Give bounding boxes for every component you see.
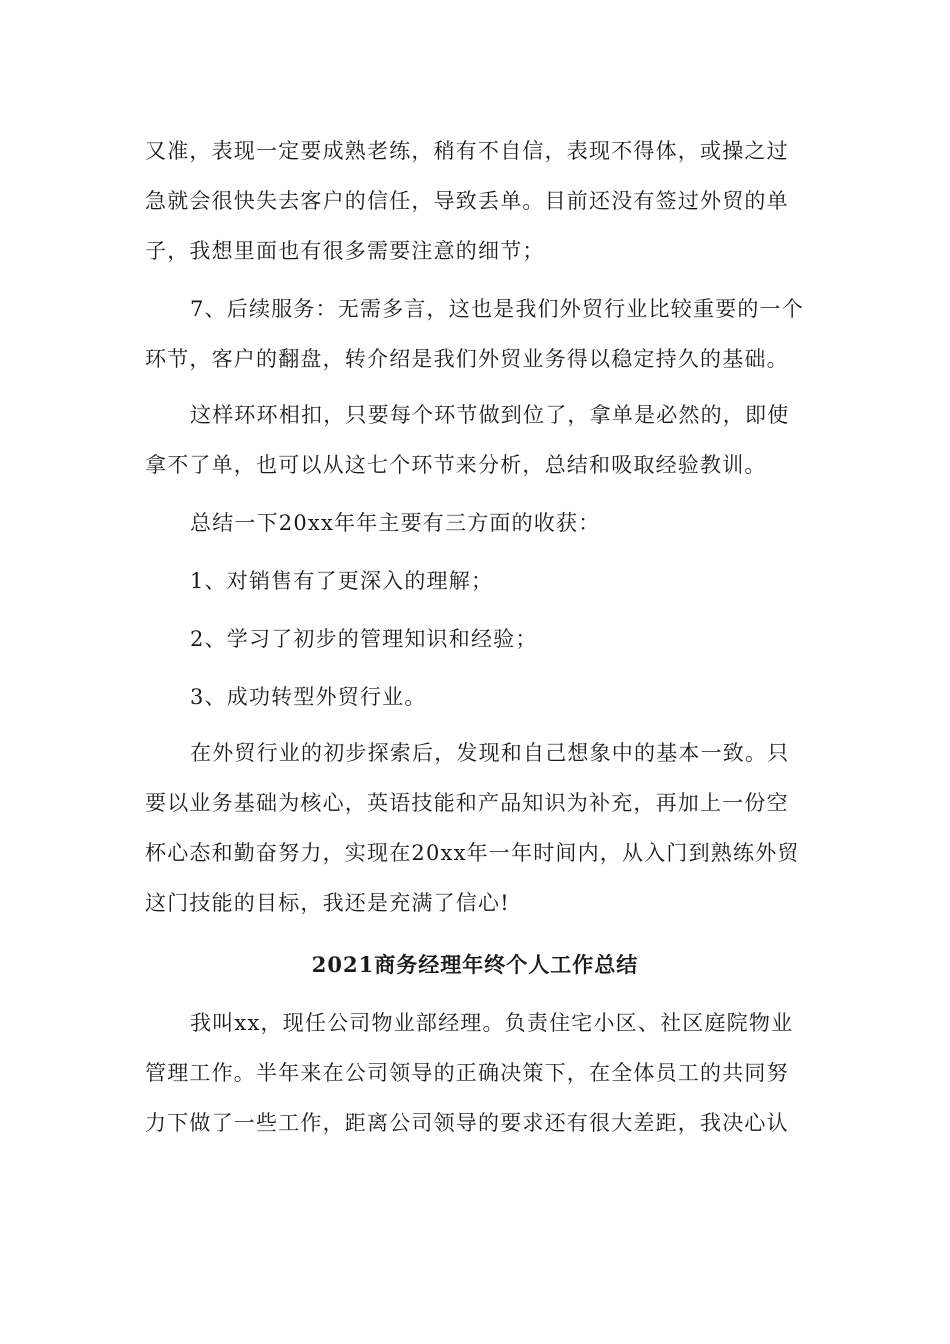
paragraph-line: 7、后续服务：无需多言，这也是我们外贸行业比较重要的一个 [190, 297, 804, 321]
section-title: 2021商务经理年终个人工作总结 [311, 952, 639, 977]
paragraph-line: 我叫xx，现任公司物业部经理。负责住宅小区、社区庭院物业 [190, 1011, 794, 1035]
paragraph-line: 拿不了单，也可以从这七个环节来分析，总结和吸取经验教训。 [145, 453, 767, 477]
list-item: 3、成功转型外贸行业。 [190, 685, 427, 709]
paragraph-line: 力下做了一些工作，距离公司领导的要求还有很大差距，我决心认 [145, 1111, 789, 1135]
paragraph-line: 这门技能的目标，我还是充满了信心! [145, 891, 510, 915]
paragraph-line: 急就会很快失去客户的信任，导致丢单。目前还没有签过外贸的单 [145, 189, 789, 213]
list-item: 1、对销售有了更深入的理解； [190, 569, 494, 593]
paragraph-line: 这样环环相扣，只要每个环节做到位了，拿单是必然的，即使 [190, 403, 790, 427]
paragraph-line: 杯心态和勤奋努力，实现在20xx年一年时间内，从入门到熟练外贸 [145, 841, 800, 865]
paragraph-line: 管理工作。半年来在公司领导的正确决策下，在全体员工的共同努 [145, 1061, 789, 1085]
paragraph-line: 子，我想里面也有很多需要注意的细节； [145, 239, 545, 263]
paragraph-line: 总结一下20xx年年主要有三方面的收获： [190, 511, 601, 535]
paragraph-line: 要以业务基础为核心，英语技能和产品知识为补充，再加上一份空 [145, 791, 789, 815]
paragraph-line: 在外贸行业的初步探索后，发现和自己想象中的基本一致。只 [190, 741, 790, 765]
paragraph-line: 又准，表现一定要成熟老练，稍有不自信，表现不得体，或操之过 [145, 139, 789, 163]
list-item: 2、学习了初步的管理知识和经验； [190, 627, 538, 651]
paragraph-line: 环节，客户的翻盘，转介绍是我们外贸业务得以稳定持久的基础。 [145, 347, 789, 371]
